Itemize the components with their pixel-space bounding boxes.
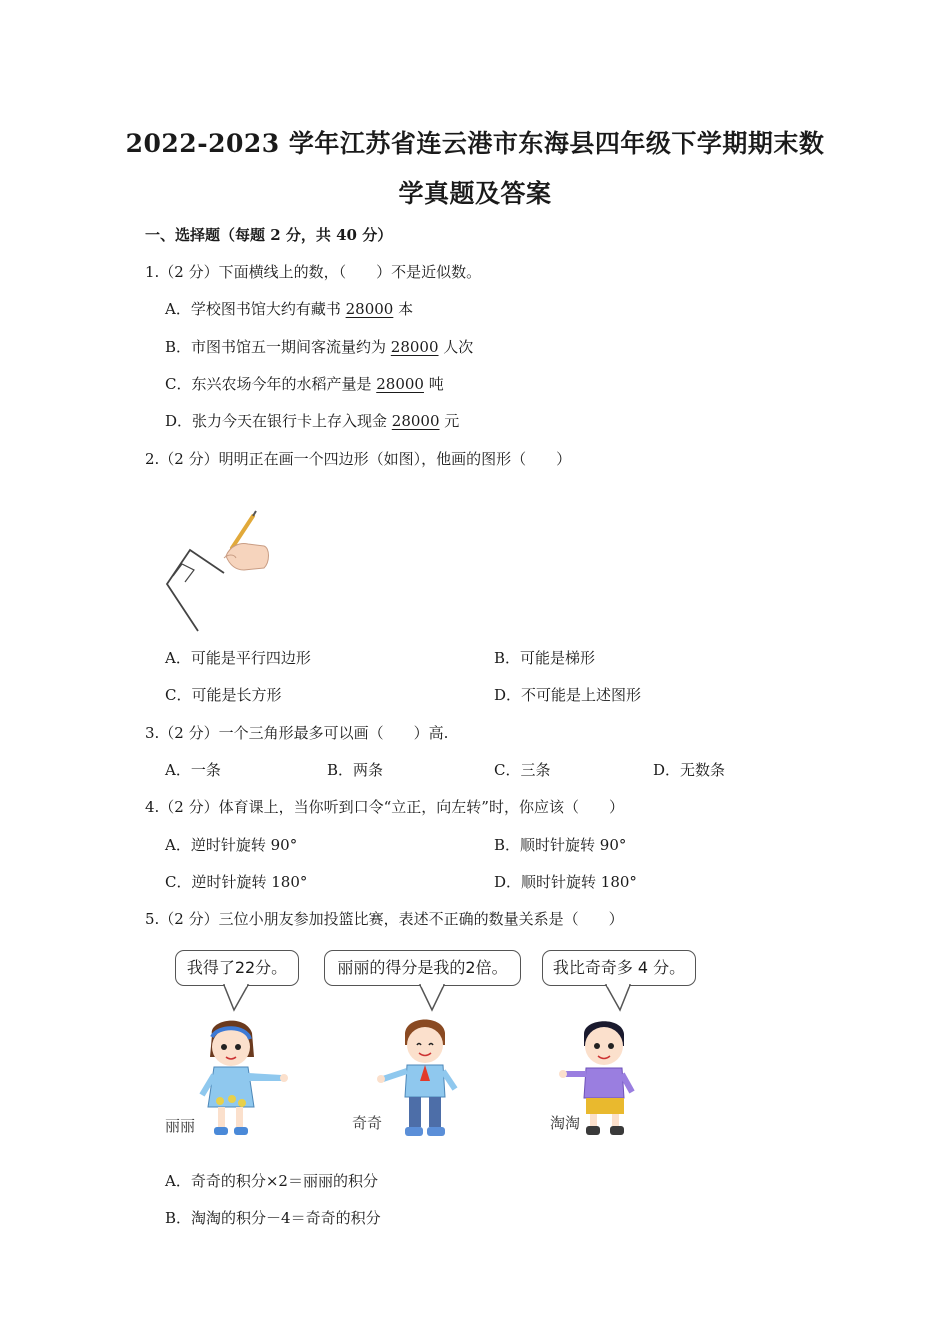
section-heading: 一、选择题（每题 2 分，共 40 分） bbox=[145, 226, 393, 244]
question-4-option-b: B．顺时针旋转 90° bbox=[494, 836, 627, 854]
boy-qiqi-illustration bbox=[375, 1015, 475, 1145]
underlined-number: 28000 bbox=[376, 375, 424, 393]
quadrilateral-drawing-figure bbox=[160, 508, 275, 638]
question-1-option-c bbox=[165, 373, 444, 394]
page-title-line2: 学真题及答案 bbox=[398, 179, 552, 208]
underlined-number: 28000 bbox=[390, 338, 439, 356]
pencil-icon bbox=[232, 511, 256, 548]
question-3-option-d: D．无数条 bbox=[653, 761, 726, 779]
bubble-tail-icon bbox=[222, 984, 252, 1012]
option-unit: 吨 bbox=[423, 375, 444, 393]
question-2-option-c: C．可能是长方形 bbox=[165, 686, 282, 704]
question-5-stem: 5.（2 分）三位小朋友参加投篮比赛，表述不正确的数量关系是（ ） bbox=[145, 910, 624, 928]
question-3-stem: 3.（2 分）一个三角形最多可以画（ ）高. bbox=[145, 724, 449, 742]
bubble-tail-icon bbox=[418, 984, 448, 1012]
question-3-option-c: C．三条 bbox=[494, 761, 551, 779]
question-2-option-a: A．可能是平行四边形 bbox=[165, 649, 311, 667]
bubble-tail-icon bbox=[604, 984, 634, 1012]
question-4-stem: 4.（2 分）体育课上，当你听到口令“立正，向左转”时，你应该（ ） bbox=[145, 798, 624, 816]
question-5-option-b: B．淘淘的积分－4＝奇奇的积分 bbox=[165, 1209, 381, 1227]
question-2-option-d: D．不可能是上述图形 bbox=[494, 686, 642, 704]
question-4-option-d: D．顺时针旋转 180° bbox=[494, 873, 637, 891]
kid-name-taotao: 淘淘 bbox=[550, 1114, 581, 1132]
speech-bubble-taotao: 我比奇奇多 4 分。 bbox=[542, 950, 696, 986]
speech-bubble-lili: 我得了22分。 bbox=[175, 950, 299, 986]
option-text: B．市图书馆五一期间客流量约为 bbox=[165, 338, 391, 356]
kid-name-qiqi: 奇奇 bbox=[352, 1114, 383, 1132]
page-title-line1: 2022-2023 学年江苏省连云港市东海县四年级下学期期末数 bbox=[125, 129, 825, 158]
question-1-option-a bbox=[165, 298, 413, 319]
question-3-option-a: A．一条 bbox=[165, 761, 221, 779]
underlined-number: 28000 bbox=[391, 412, 440, 430]
question-1-option-d bbox=[165, 410, 459, 431]
question-1-stem: 1.（2 分）下面横线上的数，（ ）不是近似数。 bbox=[145, 263, 482, 281]
question-4-option-a: A．逆时针旋转 90° bbox=[165, 836, 298, 854]
question-2-stem: 2.（2 分）明明正在画一个四边形（如图），他画的图形（ ） bbox=[145, 450, 572, 468]
option-text: C．东兴农场今年的水稻产量是 bbox=[165, 375, 377, 393]
option-unit: 元 bbox=[439, 412, 460, 430]
question-4-option-c: C．逆时针旋转 180° bbox=[165, 873, 308, 891]
question-3-option-b: B．两条 bbox=[327, 761, 384, 779]
option-unit: 人次 bbox=[438, 338, 474, 356]
underlined-number: 28000 bbox=[345, 300, 394, 318]
option-text: D．张力今天在银行卡上存入现金 bbox=[165, 412, 392, 430]
option-text: A．学校图书馆大约有藏书 bbox=[165, 300, 346, 318]
speech-bubble-qiqi: 丽丽的得分是我的2倍。 bbox=[324, 950, 521, 986]
question-1-option-b bbox=[165, 336, 473, 357]
question-2-option-b: B．可能是梯形 bbox=[494, 649, 596, 667]
partial-quadrilateral-lines bbox=[167, 550, 224, 631]
girl-lili-illustration bbox=[190, 1015, 290, 1143]
kid-name-lili: 丽丽 bbox=[165, 1117, 196, 1135]
question-5-option-a: A．奇奇的积分×2＝丽丽的积分 bbox=[165, 1172, 378, 1190]
option-unit: 本 bbox=[393, 300, 414, 318]
